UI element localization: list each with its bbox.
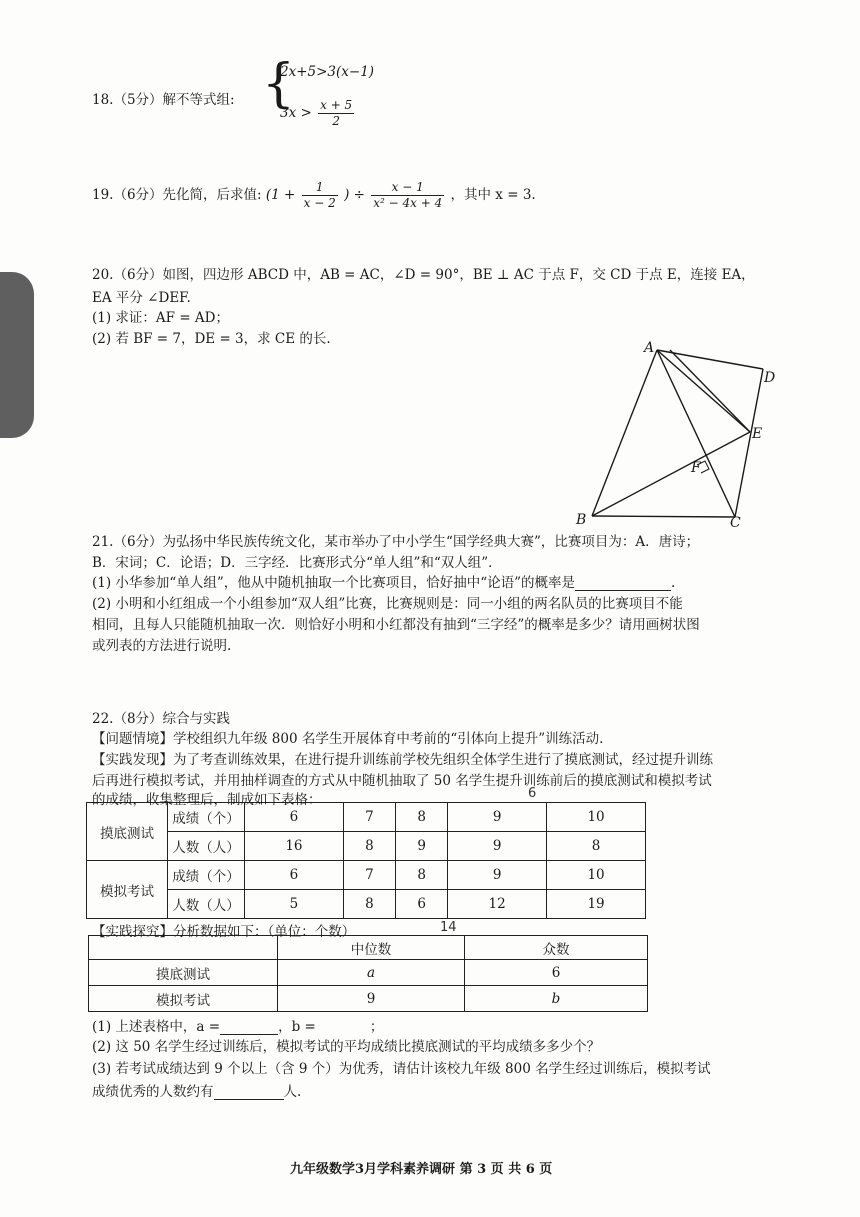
pre-score-cell: 7 [343,803,395,832]
q18-fraction [318,98,354,129]
segment-ac [657,350,735,517]
row-label-count: 人数（人） [168,832,245,861]
q19-f1-num: 1 [302,180,338,196]
q22-sub1-a: (1) 上述表格中，a = [92,1019,221,1035]
mock-count-cell: 5 [245,890,344,919]
q22-line2: 【问题情境】学校组织九年级 800 名学生开展体育中考前的“引体向上提升”训练活动. [92,731,604,747]
page-footer: 九年级数学3月学科素养调研 第 3 页 共 6 页 [290,1162,553,1177]
header-median: 中位数 [278,936,465,960]
row-pretest: 摸底测试 [89,960,278,986]
pre-score-cell: 10 [547,803,646,832]
q19-label: 19.（6分）先化简，后求值: [92,187,262,203]
q20-geometry-figure [560,336,790,530]
answer-blank-a[interactable] [220,1020,278,1035]
q22-sub2: (2) 这 50 名学生经过训练后，模拟考试的平均成绩比摸底测试的平均成绩多多少个？ [92,1039,601,1055]
mock-score-cell: 8 [396,861,448,890]
q20-line2: EA 平分 ∠DEF. [92,290,191,306]
mock-score-cell: 10 [547,861,646,890]
cell-median-mock: 9 [278,986,465,1012]
q21-line2: B．宋词；C．论语；D．三字经．比赛形式分“单人组”和“双人组”． [92,555,502,571]
pre-count-cell: 16 [245,832,344,861]
segment-dc [735,369,763,517]
group-pretest: 摸底测试 [87,803,168,861]
q22-sub3-end: 人. [283,1084,302,1100]
q22-line6: 【实践探究】分析数据如下：（单位：个数） [92,924,356,940]
row-label-score: 成绩（个） [168,861,245,890]
q22-sub3-line2-text: 成绩优秀的人数约有 [92,1084,214,1100]
segment-ae [657,350,750,432]
pre-count-cell: 9 [448,832,547,861]
q22-sub1-c: ； [369,1019,384,1035]
header-mode: 众数 [465,936,648,960]
mock-score-cell: 6 [245,861,344,890]
q19-part-a: (1 + [265,187,296,203]
mock-score-cell: 9 [448,861,547,890]
segment-bc [592,516,735,517]
row-label-score: 成绩（个） [168,803,245,832]
label-f: F [691,460,701,476]
pre-score-cell: 6 [245,803,344,832]
label-e: E [752,426,763,442]
q22-line5: 的成绩，收集整理后，制成如下表格： [92,792,322,808]
q22-sub1-b: ，b = [278,1019,316,1035]
pre-count-cell: 9 [396,832,448,861]
q21-line3 [92,571,675,591]
label-c: C [730,515,741,530]
q19-fraction-1 [302,180,338,211]
label-d: D [764,370,776,386]
q19-part-b: ) ÷ [344,187,365,203]
pre-count-cell: 8 [343,832,395,861]
q22-line4: 后再进行模拟考试，并用抽样调查的方式从中随机抽取了 50 名学生提升训练前后的摸底测试和模拟考试 [92,773,712,789]
q22-sub1 [92,1015,383,1035]
cell-mode-b: b [465,986,648,1012]
q18-line2-lhs: 3x > [280,105,312,121]
q22-line3: 【实践发现】为了考查训练效果，在进行提升训练前学校先组织全体学生进行了摸底测试，经过提升训练 [92,752,713,768]
q19-f2-num: x − 1 [371,180,444,196]
mock-count-cell: 19 [547,890,646,919]
q18-frac-den: 2 [332,114,340,128]
q19-fraction-2 [371,180,444,211]
q19-tail: ，其中 x = 3. [450,187,536,203]
segment-be [592,432,750,516]
label-a: A [644,340,655,356]
q21-line3-end: . [671,575,676,591]
segment-ae-2 [670,350,750,432]
analysis-table [88,935,648,1012]
q22-line1: 22.（8分）综合与实践 [92,711,231,727]
q20-sub2: (2) 若 BF = 7，DE = 3，求 CE 的长. [92,331,331,347]
handwritten-6: 6 [528,786,537,801]
q22-sub3-line2 [92,1080,301,1100]
q21-line1: 21.（6分）为弘扬中华民族传统文化，某市举办了中小学生“国学经典大赛”，比赛项目为：A．唐诗； [92,534,700,550]
segment-ab [592,350,657,516]
pre-score-cell: 8 [396,803,448,832]
score-table [86,802,646,919]
mock-count-cell: 12 [448,890,547,919]
pre-count-cell: 8 [547,832,646,861]
q18-frac-num: x + 5 [320,98,353,112]
q19-f2-den: x² − 4x + 4 [373,196,443,210]
q18-inequality-1: 2x+5>3(x−1) [280,64,375,80]
group-mock: 模拟考试 [87,861,168,919]
q21-line3-text: (1) 小华参加“单人组”，他从中随机抽取一个比赛项目，恰好抽中“论语”的概率是 [92,575,576,591]
handwritten-14: 14 [440,920,457,935]
row-mock: 模拟考试 [89,986,278,1012]
q18-brace: { [262,54,296,114]
q20-line1: 20.（6分）如图，四边形 ABCD 中，AB = AC，∠D = 90°，BE ⊥ AC 于点 F，交 CD 于点 E，连接 EA， [92,267,755,283]
row-label-count: 人数（人） [168,890,245,919]
answer-blank-excellent[interactable] [214,1085,284,1100]
binder-tab-shadow [0,272,34,438]
pre-score-cell: 9 [448,803,547,832]
cell-median-a: a [278,960,465,986]
label-b: B [576,512,587,528]
q19-f1-den: x − 2 [303,196,336,210]
header-blank [89,936,278,960]
q18-label: 18.（5分）解不等式组: [92,92,235,108]
q21-line5: 相同，且每人只能随机抽取一次．则恰好小明和小红都没有抽到“三字经”的概率是多少？请用画树状图 [92,617,700,633]
q22-sub3: (3) 若考试成绩达到 9 个以上（含 9 个）为优秀，请估计该校九年级 800 名学生经过训练后，模拟考试 [92,1061,711,1077]
q20-sub1: (1) 求证：AF = AD； [92,310,229,326]
q21-answer-blank[interactable] [575,576,671,591]
mock-count-cell: 8 [343,890,395,919]
cell-mode-pre: 6 [465,960,648,986]
mock-count-cell: 6 [396,890,448,919]
q19-line [92,180,536,211]
q21-line4: (2) 小明和小红组成一个小组参加“双人组”比赛，比赛规则是：同一小组的两名队员的比赛项目不能 [92,596,683,612]
q18-inequality-2 [280,98,356,129]
q21-line6: 或列表的方法进行说明. [92,638,232,654]
answer-blank-b[interactable] [316,1021,370,1035]
mock-score-cell: 7 [343,861,395,890]
